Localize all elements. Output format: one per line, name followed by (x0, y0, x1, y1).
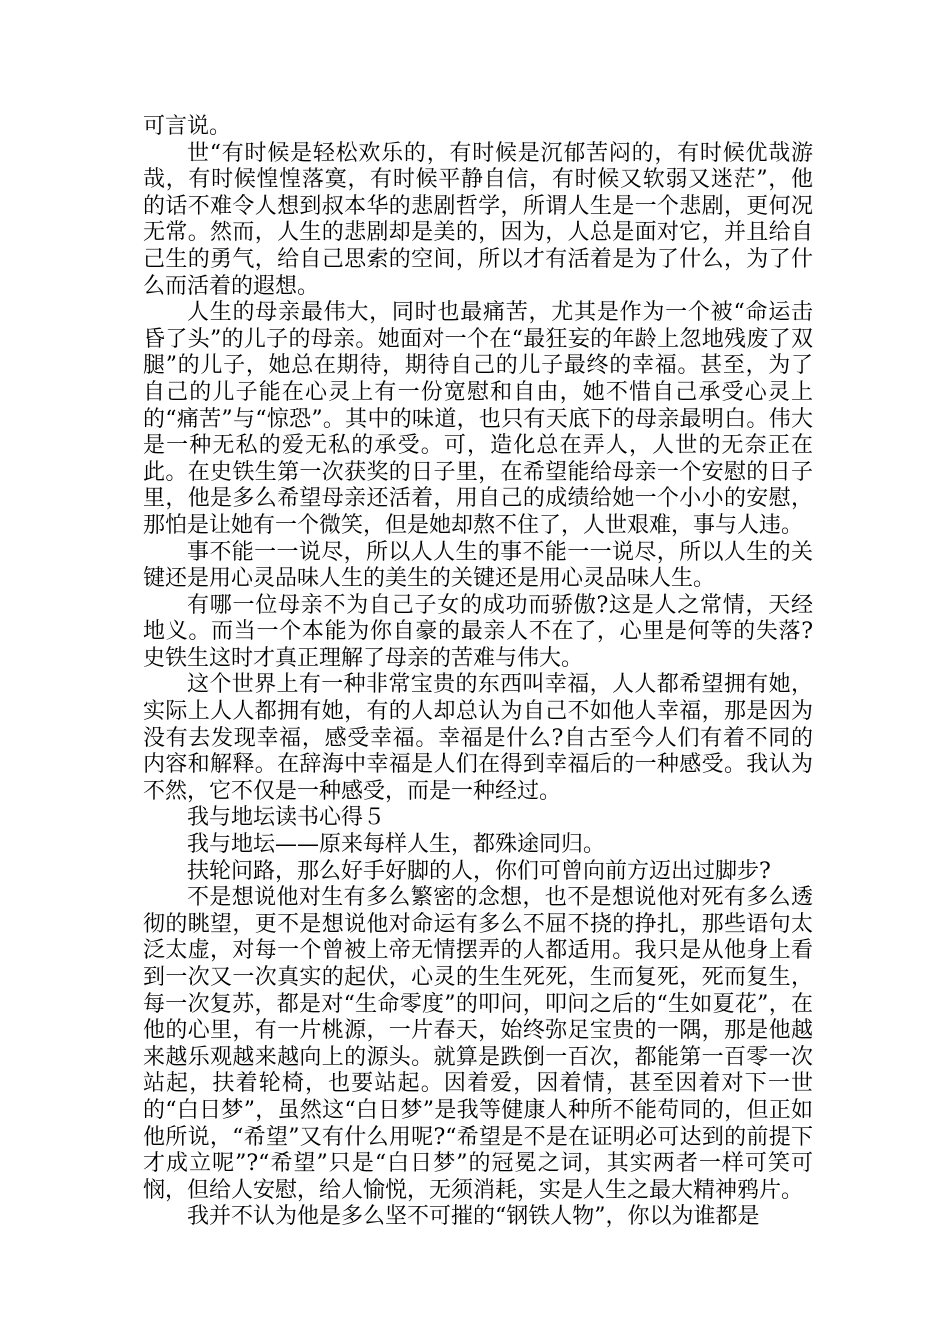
paragraph-1: 可言说。 (143, 114, 232, 139)
paragraph-3: 人生的母亲最伟大，同时也最痛苦，尤其是作为一个被“命运击昏了头”的儿子的母亲。她面对一个在“最狂妄的年龄上忽地残废了双腿”的儿子，她总在期待，期待自己的儿子最终的幸福。甚至，为了自己的儿子能在心灵上有一份宽慰和自由，她不惜自己承受心灵上的“痛苦”与“惊恐”。其中的味道，也只有天底下的母亲最明白。伟大是一种无私的爱无私的承受。可，造化总在弄人，人世的无奈正在此。在史铁生第一次获奖的日子里，在希望能给母亲一个安慰的日子里，他是多么希望母亲还活着，用自己的成绩给她一个小小的安慰，那怕是让她有一个微笑，但是她却熬不住了，人世艰难，事与人违。 (143, 300, 813, 538)
paragraph-8: 我与地坛——原来每样人生，都殊途同归。 (187, 832, 606, 858)
paragraph-4: 事不能一一说尽，所以人人生的事不能一一说尽，所以人生的关键还是用心灵品味人生的美生的关键还是用心灵品味人生。 (143, 539, 813, 592)
paragraph-10: 不是想说他对生有多么繁密的念想，也不是想说他对死有多么透彻的眺望，更不是想说他对命运有多么不屈不挠的挣扎，那些语句太泛太虚，对每一个曾被上帝无情摆弄的人都适用。我只是从他身上看到一次又一次真实的起伏，心灵的生生死死，生而复死，死而复生，每一次复苏，都是对“生命零度”的叩问，叩问之后的“生如夏花”，在他的心里，有一片桃源，一片春天，始终弥足宝贵的一隅，那是他越来越乐观越来越向上的源头。就算是跌倒一百次，都能第一百零一次站起，扶着轮椅，也要站起。因着爱，因着情，甚至因着对下一世的“白日梦”，虽然这“白日梦”是我等健康人种所不能苟同的，但正如他所说，“希望”又有什么用呢?“希望是不是在证明必可达到的前提下才成立呢”?“希望”只是“白日梦”的冠冕之词，其实两者一样可笑可悯，但给人安慰，给人愉悦，无须消耗，实是人生之最大精神鸦片。 (143, 885, 813, 1203)
paragraph-2: 世“有时候是轻松欢乐的，有时候是沉郁苦闷的，有时候优哉游哉，有时候惶惶落寞，有时候平静自信，有时候又软弱又迷茫”，他的话不难令人想到叔本华的悲剧哲学，所谓人生是一个悲剧，更何况无常。然而，人生的悲剧却是美的，因为，人总是面对它，并且给自己生的勇气，给自己思索的空间，所以才有活着是为了什么，为了什么而活着的遐想。 (143, 140, 813, 299)
section-heading: 我与地坛读书心得５ (187, 805, 386, 831)
paragraph-6: 这个世界上有一种非常宝贵的东西叫幸福，人人都希望拥有她，实际上人人都拥有她，有的人却总认为自己不如他人幸福，那是因为没有去发现幸福，感受幸福。幸福是什么?自古至今人们有着不同的内容和解释。在辞海中幸福是人们在得到幸福后的一种感受。我认为不然，它不仅是一种感受，而是一种经过。 (143, 672, 813, 804)
document-body (143, 114, 813, 1231)
paragraph-11: 我并不认为他是多么坚不可摧的“钢铁人物”，你以为谁都是 (187, 1204, 760, 1230)
paragraph-9: 扶轮问路，那么好手好脚的人，你们可曾向前方迈出过脚步? (187, 858, 771, 884)
paragraph-5: 有哪一位母亲不为自己子女的成功而骄傲?这是人之常情，天经地义。而当一个本能为你自豪的最亲人不在了，心里是何等的失落?史铁生这时才真正理解了母亲的苦难与伟大。 (143, 592, 813, 671)
